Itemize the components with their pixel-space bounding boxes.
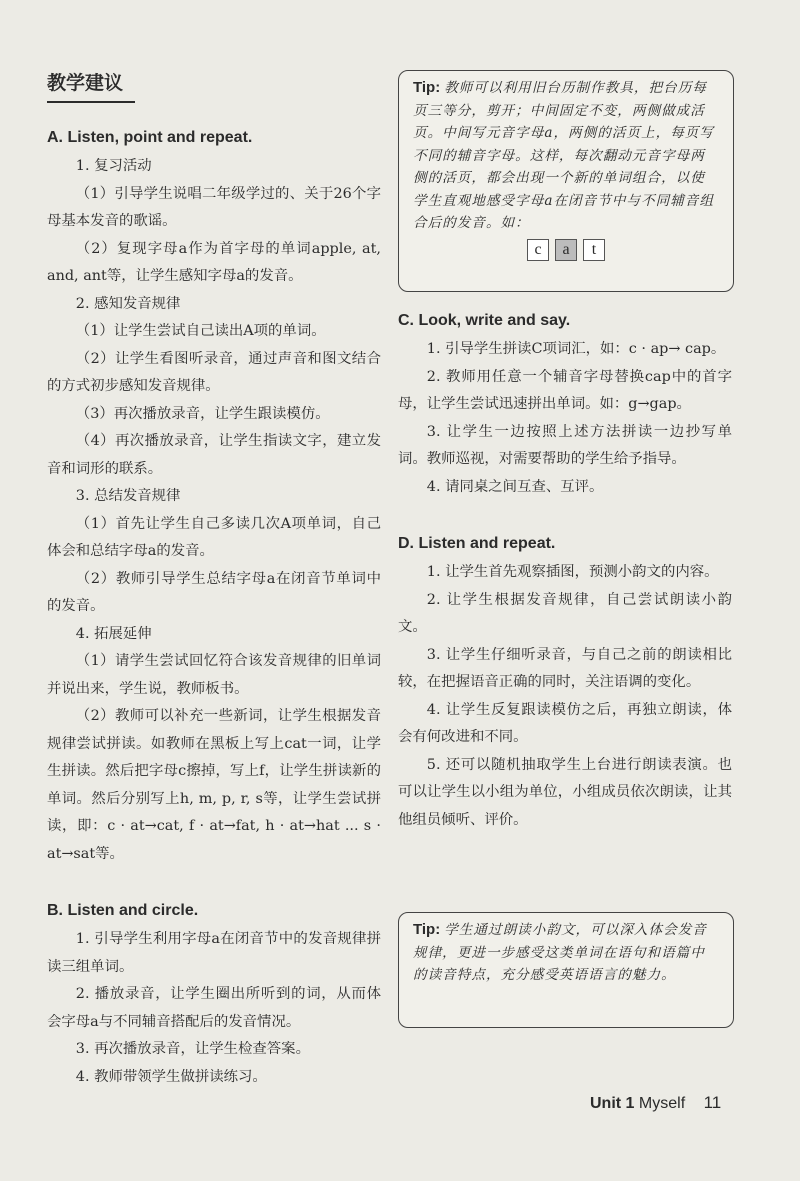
- letter-boxes: [413, 239, 719, 261]
- letter-box-c: c: [527, 239, 549, 261]
- section-a-para: （1）让学生尝试自己读出A项的单词。: [75, 323, 326, 339]
- page-number: 11: [703, 1093, 722, 1112]
- section-a-para: （2）让学生看图听录音，通过声音和图文结合的方式初步感知发音规律。: [47, 350, 381, 394]
- section-d-title: D. Listen and repeat.: [398, 535, 556, 552]
- left-column: [47, 68, 381, 1091]
- section-b-title: B. Listen and circle.: [47, 902, 199, 919]
- right-column: [398, 300, 732, 834]
- section-a-para: （1）首先让学生自己多读几次A项单词，自己体会和总结字母a的发音。: [47, 515, 381, 559]
- section-b-para: 3. 再次播放录音，让学生检查答案。: [75, 1041, 310, 1057]
- section-c-para: 3. 让学生一边按照上述方法拼读一边抄写单词。教师巡视，对需要帮助的学生给予指导。: [398, 423, 732, 467]
- tip-label: Tip:: [413, 921, 441, 938]
- section-c-title: C. Look, write and say.: [398, 312, 571, 329]
- section-a-para: （1）请学生尝试回忆符合该发音规律的旧单词并说出来，学生说，教师板书。: [47, 653, 381, 697]
- letter-box-t: t: [583, 239, 605, 261]
- section-a-para: 3. 总结发音规律: [75, 488, 181, 504]
- tip-text: 教师可以利用旧台历制作教具，把台历每页三等分，剪开；中间固定不变，两侧做成活页。中间写元音字母a，两侧的活页上，每页写不同的辅音字母。这样，每次翻动元音字母两侧的活页，都会出现一个新的单词组合，以使学生直观地感受字母a在闭音节中与不同辅音组合后的发音。如：: [413, 80, 714, 231]
- section-c-para: 2. 教师用任意一个辅音字母替换cap中的首字母，让学生尝试迅速拼出单词。如：g→gap。: [398, 368, 732, 412]
- tip-label: Tip:: [413, 79, 441, 96]
- section-a-para: （1）引导学生说唱二年级学过的、关于26个字母基本发音的歌谣。: [47, 185, 381, 229]
- section-c-para: 1. 引导学生拼读C项词汇，如：c · ap→ cap。: [426, 341, 726, 357]
- tip-box-2: [398, 912, 734, 1028]
- section-a-title: A. Listen, point and repeat.: [47, 129, 253, 146]
- section-a-para: （4）再次播放录音，让学生指读文字，建立发音和词形的联系。: [47, 433, 381, 477]
- section-d-para: 2. 让学生根据发音规律，自己尝试朗读小韵文。: [398, 591, 732, 635]
- section-a-para: 1. 复习活动: [75, 158, 152, 174]
- section-a-para: （2）复现字母a作为首字母的单词apple, at, and, ant等，让学生感知字母a的发音。: [47, 240, 381, 284]
- section-b-para: 1. 引导学生利用字母a在闭音节中的发音规律拼读三组单词。: [47, 931, 381, 975]
- section-c-para: 4. 请同桌之间互查、互评。: [426, 478, 604, 495]
- section-b-para: 2. 播放录音，让学生圈出所听到的词，从而体会字母a与不同辅音搭配后的发音情况。: [47, 986, 381, 1030]
- section-a-para: 4. 拓展延伸: [75, 625, 152, 642]
- page-footer: [590, 1093, 721, 1113]
- tip-box-1: [398, 70, 734, 292]
- section-b-para: 4. 教师带领学生做拼读练习。: [75, 1068, 267, 1085]
- footer-unit: Unit 1: [590, 1095, 635, 1112]
- footer-title: Myself: [638, 1095, 686, 1112]
- section-d-para: 5. 还可以随机抽取学生上台进行朗读表演。也可以让学生以小组为单位，小组成员依次朗读，让其他组员倾听、评价。: [398, 756, 732, 828]
- section-d-para: 3. 让学生仔细听录音，与自己之前的朗读相比较，在把握语音正确的同时，关注语调的变化。: [398, 646, 732, 690]
- section-a-para: （3）再次播放录音，让学生跟读模仿。: [75, 405, 330, 422]
- section-a-para: 2. 感知发音规律: [75, 295, 181, 312]
- section-a-para: （2）教师可以补充一些新词，让学生根据发音规律尝试拼读。如教师在黑板上写上cat一词，让学生拼读。然后把字母c擦掉，写上f，让学生拼读新的单词。然后分别写上h, m, p, r, s等，让学生尝试拼读，即：c · at→cat, f · at→fat, h · at→hat ... s · at→sat等。: [47, 708, 381, 862]
- section-d-para: 4. 让学生反复跟读模仿之后，再独立朗读，体会有何改进和不同。: [398, 701, 732, 745]
- tip-text: 学生通过朗读小韵文，可以深入体会发音规律，更进一步感受这类单词在语句和语篇中的读音特点，充分感受英语语言的魅力。: [413, 922, 707, 983]
- section-a-para: （2）教师引导学生总结字母a在闭音节单词中的发音。: [47, 570, 381, 614]
- section-d-para: 1. 让学生首先观察插图，预测小韵文的内容。: [426, 564, 719, 580]
- page-heading: 教学建议: [47, 68, 123, 103]
- letter-box-a: a: [555, 239, 577, 261]
